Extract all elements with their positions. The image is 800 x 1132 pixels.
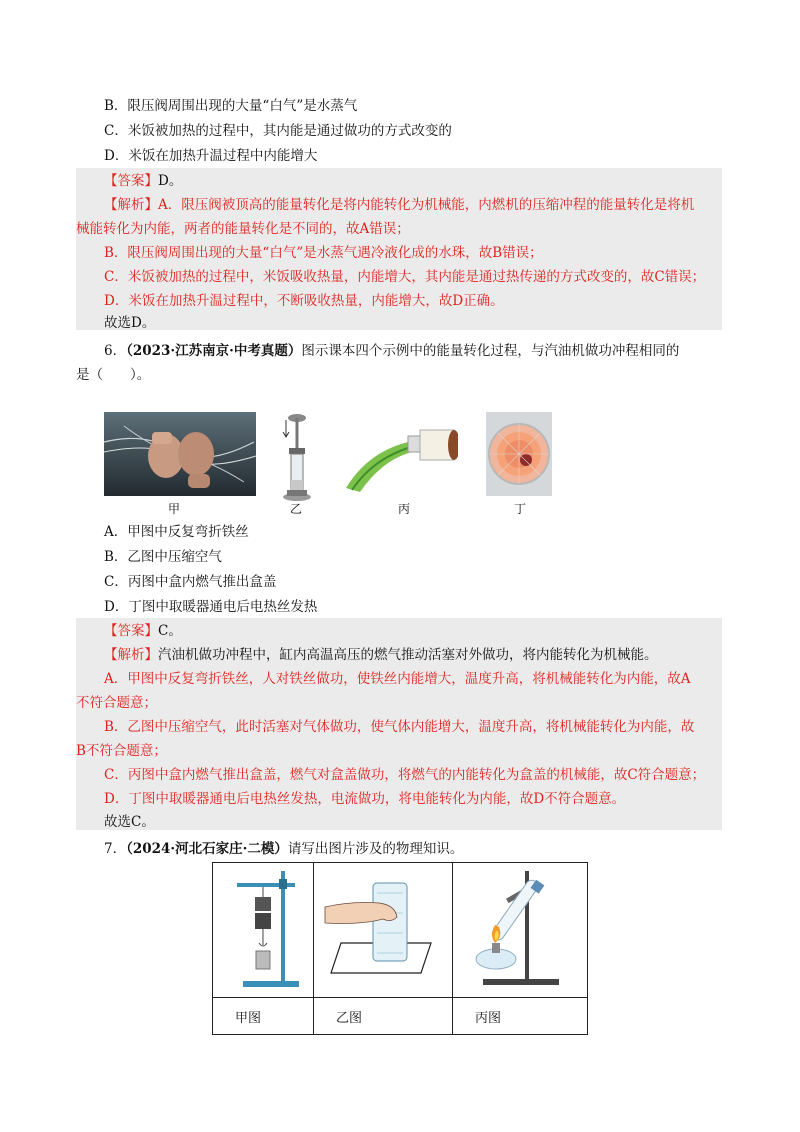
test-tube-burner-image [465,865,575,991]
answer-tag: 【答案】 [104,623,158,639]
q6-analysis-b2: B不符合题意； [76,743,167,759]
q5-conclusion: 故选D。 [104,315,156,331]
caption-yi: 乙 [290,502,303,516]
q7-cell-jia-image [213,863,314,998]
q5-analysis-d: D．米饭在加热升温过程中，不断吸收热量，内能增大，故D正确。 [104,293,504,309]
analysis-tag: 【解析】 [104,647,158,663]
electric-heater-image [486,412,552,496]
analysis-text: A．限压阀被顶高的能量转化是将内能转化为机械能，内燃机的压缩冲程的能量转化是将机 [158,197,695,213]
analysis-tag: 【解析】 [104,197,158,213]
q6-answer-line [104,622,182,640]
q6-answer-box [76,618,722,830]
caption-ding: 丁 [514,502,527,516]
q6-analysis-a1: A．甲图中反复弯折铁丝，人对铁丝做功，使铁丝内能增大，温度升高，将机械能转化为内能，故A [104,671,691,687]
q7-stem-line [104,840,463,858]
q6-option-c: C．丙图中盒内燃气推出盒盖 [104,574,277,590]
q7-cell-bing-image [453,863,588,998]
q6-analysis-b1: B．乙图中压缩空气，此时活塞对气体做功，使气体内能增大，温度升高，将机械能转化为内能，故 [104,719,695,735]
q6-stem: 图示课本四个示例中的能量转化过程，与汽油机做功冲程相同的 [301,343,680,359]
q7-label-bing: 丙图 [453,998,588,1035]
hands-bending-wire-image [104,412,256,496]
analysis-text: 汽油机做功冲程中，缸内高温高压的燃气推动活塞对外做功，将内能转化为机械能。 [158,647,658,663]
q6-number: 6． [104,343,127,359]
q7-stem: 请写出图片涉及的物理知识。 [287,841,464,857]
q5-analysis-c: C．米饭被加热的过程中，米饭吸收热量，内能增大，其内能是通过热传递的方式改变的，故C错误； [104,269,706,285]
q6-figures [104,412,564,514]
caption-bing: 丙 [398,502,411,516]
q7-source: （2024·河北石家庄·二模） [126,841,288,857]
answer-value: D。 [158,173,183,189]
stand-with-weights-image [223,865,303,991]
q6-conclusion: 故选C。 [104,814,155,830]
q5-analysis-a2: 械能转化为内能，两者的能量转化是不同的，故A错误； [76,221,410,237]
q7-figure-table [212,862,588,1035]
hand-with-cup-image [321,873,445,983]
q7-label-jia: 甲图 [213,998,314,1035]
q6-analysis-main [104,646,658,664]
q5-option-b: B．限压阀周围出现的大量“白气”是水蒸气 [104,98,358,114]
q6-option-a: A．甲图中反复弯折铁丝 [104,524,249,540]
answer-value: C。 [158,623,182,639]
q5-analysis-b: B．限压阀周围出现的大量“白气”是水蒸气遇冷液化成的水珠，故B错误； [104,245,543,261]
q6-option-d: D．丁图中取暖器通电后电热丝发热 [104,599,318,615]
spark-generator-lid-image [338,412,458,496]
q5-analysis-a1 [104,196,694,214]
q7-label-yi: 乙图 [314,998,453,1035]
q5-option-c: C．米饭被加热的过程中，其内能是通过做功的方式改变的 [104,123,452,139]
answer-tag: 【答案】 [104,173,158,189]
q6-source: （2023·江苏南京·中考真题） [126,343,302,359]
q6-analysis-c: C．丙图中盒内燃气推出盒盖，燃气对盒盖做功，将燃气的内能转化为盒盖的机械能，故C符合题意； [104,767,706,783]
q7-cell-yi-image [314,863,453,998]
air-compression-tube-image [278,412,316,504]
q6-analysis-a2: 不符合题意； [76,695,157,711]
q7-number: 7． [104,841,127,857]
q6-stem-line1 [104,342,679,360]
q5-answer-line [104,172,182,190]
caption-jia: 甲 [168,502,181,516]
q5-answer-box [76,168,722,330]
q6-analysis-d: D．丁图中取暖器通电后电热丝发热，电流做功，将电能转化为内能，故D不符合题意。 [104,791,626,807]
q6-option-b: B．乙图中压缩空气 [104,549,222,565]
q5-option-d: D．米饭在加热升温过程中内能增大 [104,148,318,164]
q6-stem-line2: 是（ ）。 [76,367,151,383]
